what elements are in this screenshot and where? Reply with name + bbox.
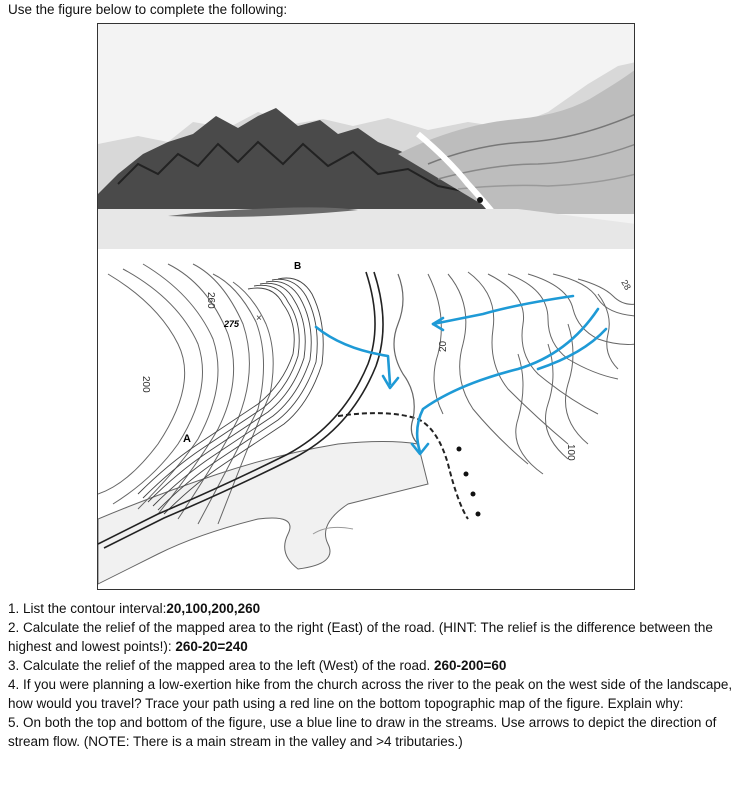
answer-1: 20,100,200,260 <box>166 601 261 616</box>
contour-200-label: 200 <box>140 376 151 393</box>
landscape-and-map-drawing <box>98 24 635 590</box>
question-4: 4. If you were planning a low-exertion hike from the church across the river to the peak on the west side of the landscape, how would you travel? Trace your path using a red line on the bottom topographic map of the figure. Explain why: <box>8 677 733 711</box>
contour-28-label: 28 <box>619 278 633 292</box>
question-1: 1. List the contour interval:20,100,200,260 <box>8 601 261 616</box>
contour-20-label: 20 <box>438 340 449 352</box>
topographic-figure <box>97 23 635 590</box>
question-list <box>8 599 740 751</box>
point-a-label: A <box>183 433 191 445</box>
point-b-label: B <box>294 261 302 272</box>
peak-elevation-label: 275 <box>224 319 240 329</box>
topographic-map <box>98 256 635 590</box>
contour-100-label: 100 <box>565 444 576 461</box>
answer-3: 260-200=60 <box>434 658 507 673</box>
instructions-heading: Use the figure below to complete the following: <box>8 2 288 17</box>
landscape-sketch <box>98 24 635 249</box>
answer-2: 260-20=240 <box>175 639 248 654</box>
question-5: 5. On both the top and bottom of the figure, use a blue line to draw in the streams. Use arrows to depict the direction of stream flow. (NOTE: There is a main stream in the valley and >4 tributaries.) <box>8 715 717 749</box>
contour-260-label: 260 <box>205 292 216 309</box>
peak-marker: × <box>256 313 262 324</box>
question-2: 2. Calculate the relief of the mapped area to the right (East) of the road. (HINT: The relief is the difference between the highest and lowest points!): 260-20=240 <box>8 620 713 654</box>
question-3: 3. Calculate the relief of the mapped area to the left (West) of the road. 260-200=60 <box>8 658 507 673</box>
